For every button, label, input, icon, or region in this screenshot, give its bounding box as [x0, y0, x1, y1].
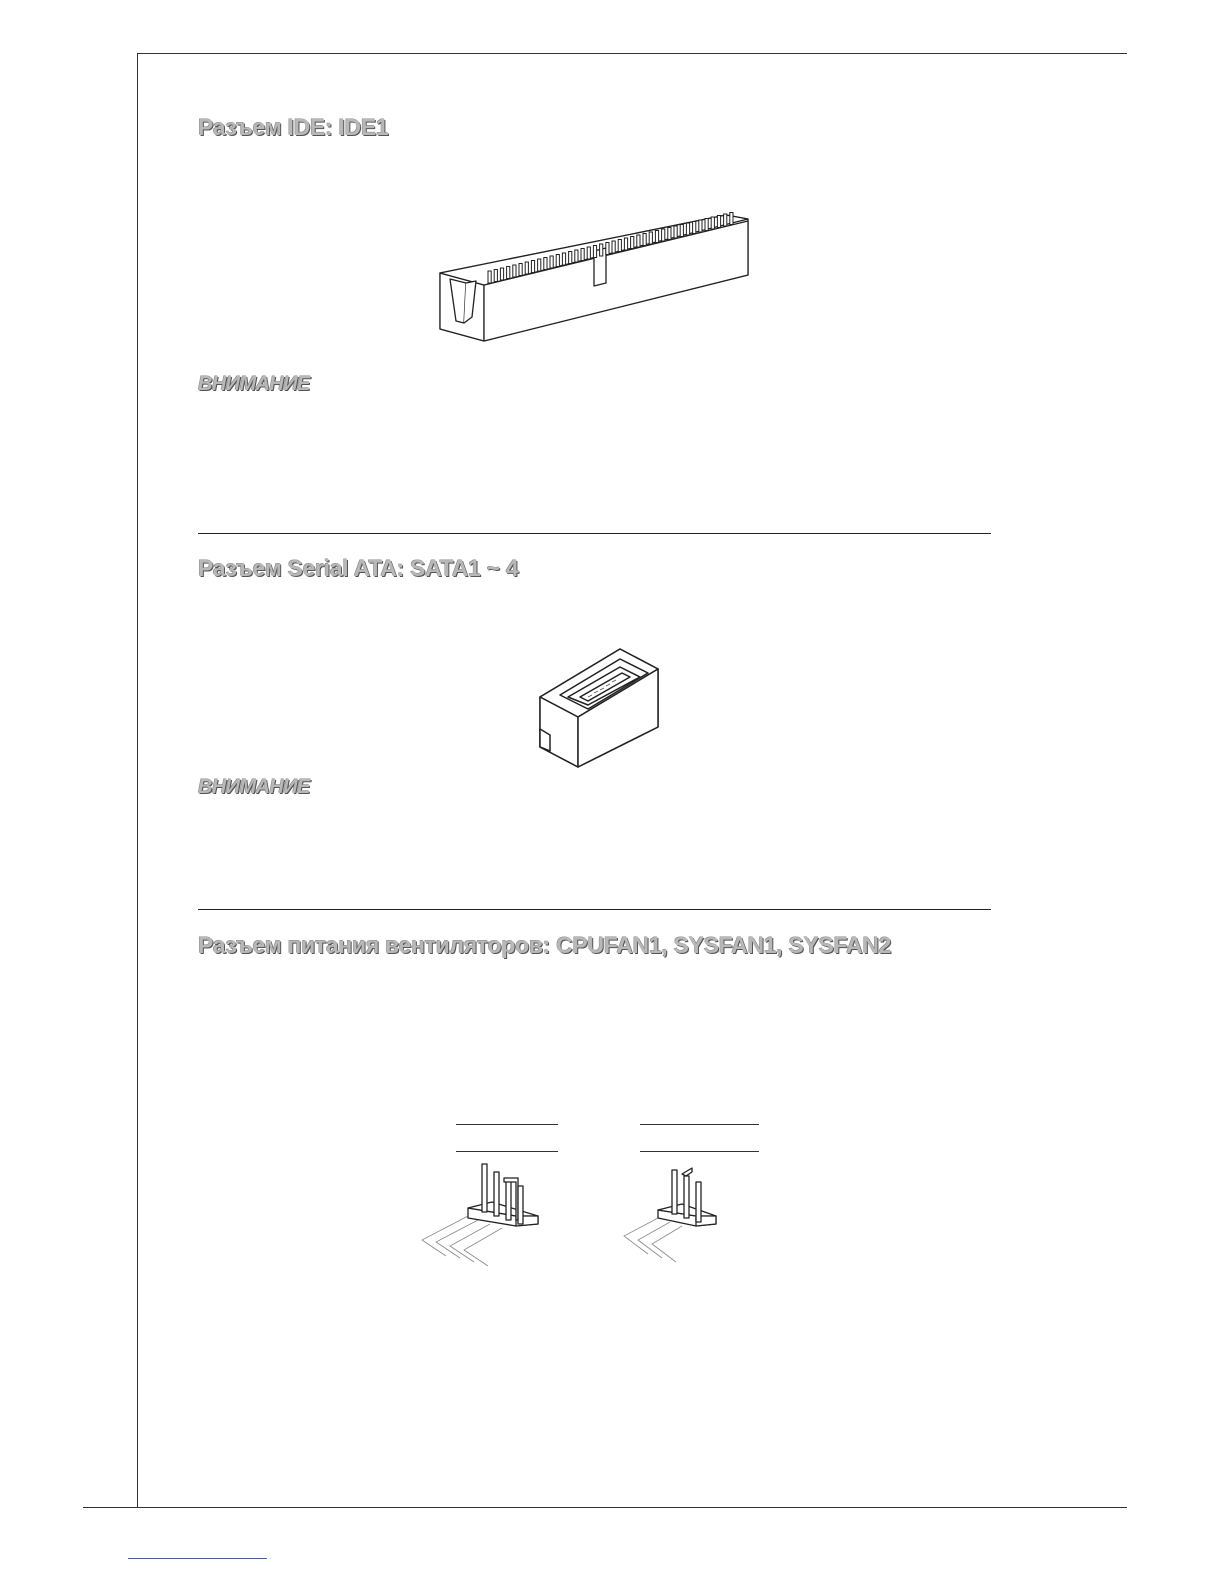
section-separator	[198, 909, 991, 910]
fan-4pin-label-line	[456, 1151, 558, 1152]
sata-section-title: Разъем Serial ATA: SATA1 ~ 4	[198, 555, 519, 581]
page-footer-link[interactable]	[128, 1558, 267, 1559]
sata-note-heading: ВНИМАНИЕ	[198, 776, 310, 798]
page-frame-left	[137, 53, 138, 1508]
ide-connector-illustration	[436, 205, 752, 345]
fan-3pin-label-line	[640, 1151, 759, 1152]
fan-3pin-label-line	[640, 1124, 759, 1125]
fan-4pin-label-line	[456, 1124, 558, 1125]
ide-section-title: Разъем IDE: IDE1	[198, 114, 389, 140]
section-separator	[198, 533, 991, 534]
sata-connector-illustration	[538, 647, 662, 771]
fan-section-title: Разъем питания вентиляторов: CPUFAN1, SYSFAN1, SYSFAN2	[198, 932, 892, 958]
page-frame-bottom	[83, 1507, 1127, 1508]
page-frame-top	[137, 53, 1127, 54]
fan-4pin-header-illustration	[420, 1160, 544, 1276]
fan-3pin-header-illustration	[622, 1162, 722, 1266]
ide-note-heading: ВНИМАНИЕ	[198, 373, 310, 395]
